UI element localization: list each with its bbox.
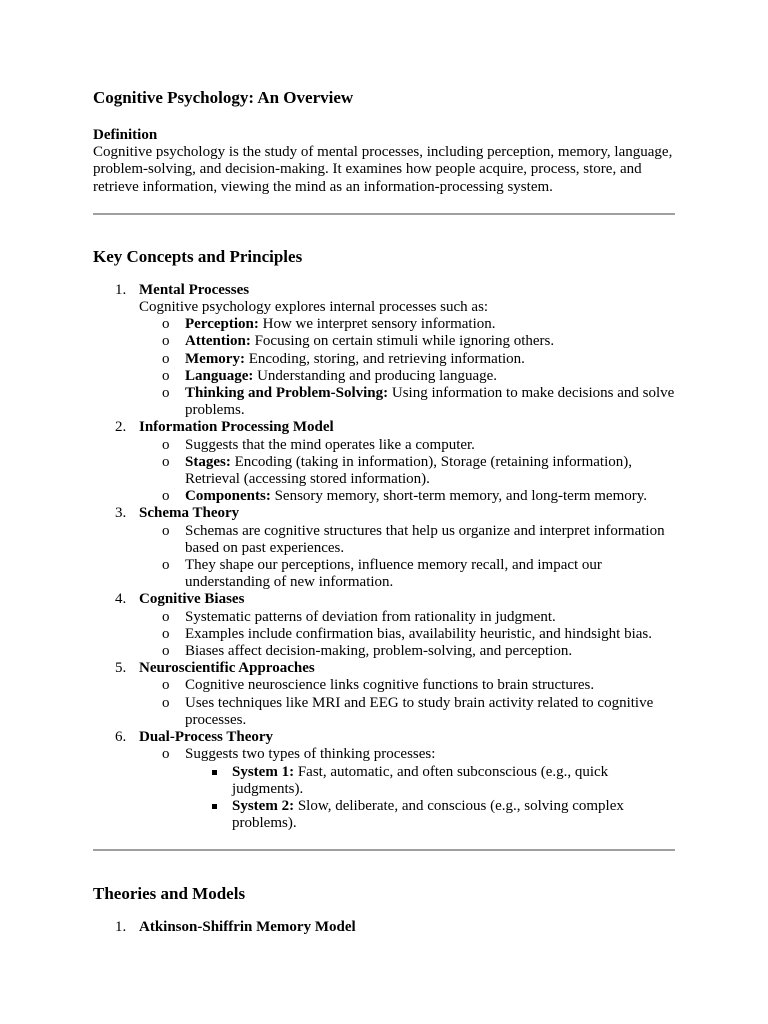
theories-heading: Theories and Models <box>93 884 246 904</box>
bullet-text: Schemas are cognitive structures that help us organize and interpret information based on past experiences. <box>185 522 665 556</box>
bullet-text: Encoding (taking in information), Storage (retaining information), Retrieval (accessing stored information). <box>185 453 632 488</box>
bullet-marker-icon: o <box>162 333 170 350</box>
bullet-marker-icon: o <box>162 367 170 384</box>
bullet-item <box>162 625 675 643</box>
list-item-title: Schema Theory <box>139 505 240 522</box>
list-number: 5. <box>115 660 127 677</box>
bullet-text: Suggests that the mind operates like a computer. <box>185 436 475 453</box>
key-concepts-heading: Key Concepts and Principles <box>93 246 303 266</box>
bullet-marker-icon: o <box>162 608 170 625</box>
bullet-marker-icon: o <box>162 625 170 642</box>
bullet-label: System 1: <box>232 763 295 780</box>
list-item <box>115 660 675 729</box>
list-item-intro: Cognitive psychology explores internal processes such as: <box>139 299 489 316</box>
bullet-text: Uses techniques like MRI and EEG to study brain activity related to cognitive processes. <box>185 694 654 728</box>
bullet-item <box>162 677 675 694</box>
bullet-list <box>139 523 675 592</box>
bullet-text: Biases affect decision-making, problem-solving, and perception. <box>185 643 573 660</box>
list-item-title: Cognitive Biases <box>139 591 245 608</box>
bullet-item <box>162 694 675 729</box>
section-divider <box>93 213 675 215</box>
bullet-item <box>162 333 675 350</box>
bullet-text: Fast, automatic, and often subconscious (e.g., quick judgments). <box>232 763 609 797</box>
bullet-text: Examples include confirmation bias, availability heuristic, and hindsight bias. <box>185 625 652 642</box>
bullet-list <box>139 746 675 832</box>
square-bullet-icon <box>212 804 217 809</box>
bullet-marker-icon: o <box>162 453 170 470</box>
bullet-item <box>162 316 675 333</box>
list-item <box>115 419 675 505</box>
bullet-item <box>162 453 675 488</box>
bullet-list <box>139 437 675 506</box>
bullet-text: Understanding and producing language. <box>253 367 498 384</box>
bullet-text: They shape our perceptions, influence memory recall, and impact our understanding of new information. <box>185 557 602 591</box>
bullet-label: Thinking and Problem-Solving: <box>185 385 389 402</box>
bullet-text: Encoding, storing, and retrieving information. <box>244 350 525 367</box>
bullet-text: Sensory memory, short-term memory, and long-term memory. <box>270 488 648 505</box>
sub-bullet-list <box>185 764 675 833</box>
bullet-item <box>162 385 675 419</box>
section-divider <box>93 849 675 851</box>
list-item <box>115 505 675 591</box>
bullet-marker-icon: o <box>162 350 170 367</box>
bullet-text: How we interpret sensory information. <box>258 316 496 333</box>
list-item <box>115 919 675 936</box>
bullet-marker-icon: o <box>162 385 170 402</box>
bullet-label: Memory: <box>185 350 245 367</box>
bullet-list <box>139 677 675 729</box>
bullet-marker-icon: o <box>162 677 170 694</box>
sub-bullet-item <box>232 764 675 798</box>
list-item-title: Atkinson-Shiffrin Memory Model <box>139 919 356 936</box>
bullet-label: Stages: <box>185 453 231 470</box>
list-item <box>115 281 675 420</box>
list-item-title: Neuroscientific Approaches <box>139 660 315 677</box>
document-title: Cognitive Psychology: An Overview <box>93 88 354 107</box>
bullet-item <box>162 488 675 505</box>
definition-text: Cognitive psychology is the study of mental processes, including perception, memory, language, problem-solving, and decision-making. It examines how people acquire, process, store, and retrieve information, viewing the mind as an information-processing system. <box>93 144 673 195</box>
bullet-label: Language: <box>185 367 254 384</box>
bullet-item <box>162 608 675 626</box>
list-item-title: Information Processing Model <box>139 419 334 436</box>
bullet-label: Attention: <box>185 333 251 350</box>
bullet-marker-icon: o <box>162 522 170 539</box>
bullet-item <box>162 436 675 454</box>
bullet-label: System 2: <box>232 797 295 814</box>
bullet-marker-icon: o <box>162 488 170 505</box>
bullet-list <box>139 316 675 419</box>
sub-bullet-item <box>232 798 675 832</box>
bullet-item <box>162 746 675 832</box>
bullet-text: Suggests two types of thinking processes: <box>185 746 436 763</box>
theories-list <box>93 919 675 936</box>
bullet-list <box>139 609 675 661</box>
definition-heading: Definition <box>93 127 158 143</box>
bullet-item <box>162 367 675 385</box>
list-item <box>115 729 675 832</box>
list-number: 1. <box>115 919 127 936</box>
bullet-text: Slow, deliberate, and conscious (e.g., solving complex problems). <box>232 797 624 832</box>
bullet-label: Components: <box>185 488 271 505</box>
bullet-item <box>162 643 675 660</box>
list-number: 3. <box>115 505 127 522</box>
bullet-item <box>162 350 675 368</box>
bullet-marker-icon: o <box>162 643 170 660</box>
bullet-marker-icon: o <box>162 746 170 763</box>
list-item-title: Dual-Process Theory <box>139 729 274 746</box>
bullet-text: Systematic patterns of deviation from rationality in judgment. <box>185 608 556 625</box>
bullet-text: Using information to make decisions and solve problems. <box>185 385 675 419</box>
bullet-text: Cognitive neuroscience links cognitive functions to brain structures. <box>185 677 595 694</box>
bullet-marker-icon: o <box>162 316 170 333</box>
bullet-text: Focusing on certain stimuli while ignoring others. <box>250 333 555 350</box>
key-concepts-list <box>93 282 675 833</box>
bullet-item <box>162 557 675 591</box>
list-number: 6. <box>115 729 127 746</box>
list-item-title: Mental Processes <box>139 281 250 298</box>
list-item <box>115 591 675 660</box>
list-number: 1. <box>115 281 127 298</box>
bullet-item <box>162 522 675 557</box>
square-bullet-icon <box>212 770 217 775</box>
bullet-label: Perception: <box>185 316 259 333</box>
bullet-marker-icon: o <box>162 694 170 711</box>
bullet-marker-icon: o <box>162 436 170 453</box>
bullet-marker-icon: o <box>162 557 170 574</box>
list-number: 2. <box>115 419 127 436</box>
list-number: 4. <box>115 591 127 608</box>
